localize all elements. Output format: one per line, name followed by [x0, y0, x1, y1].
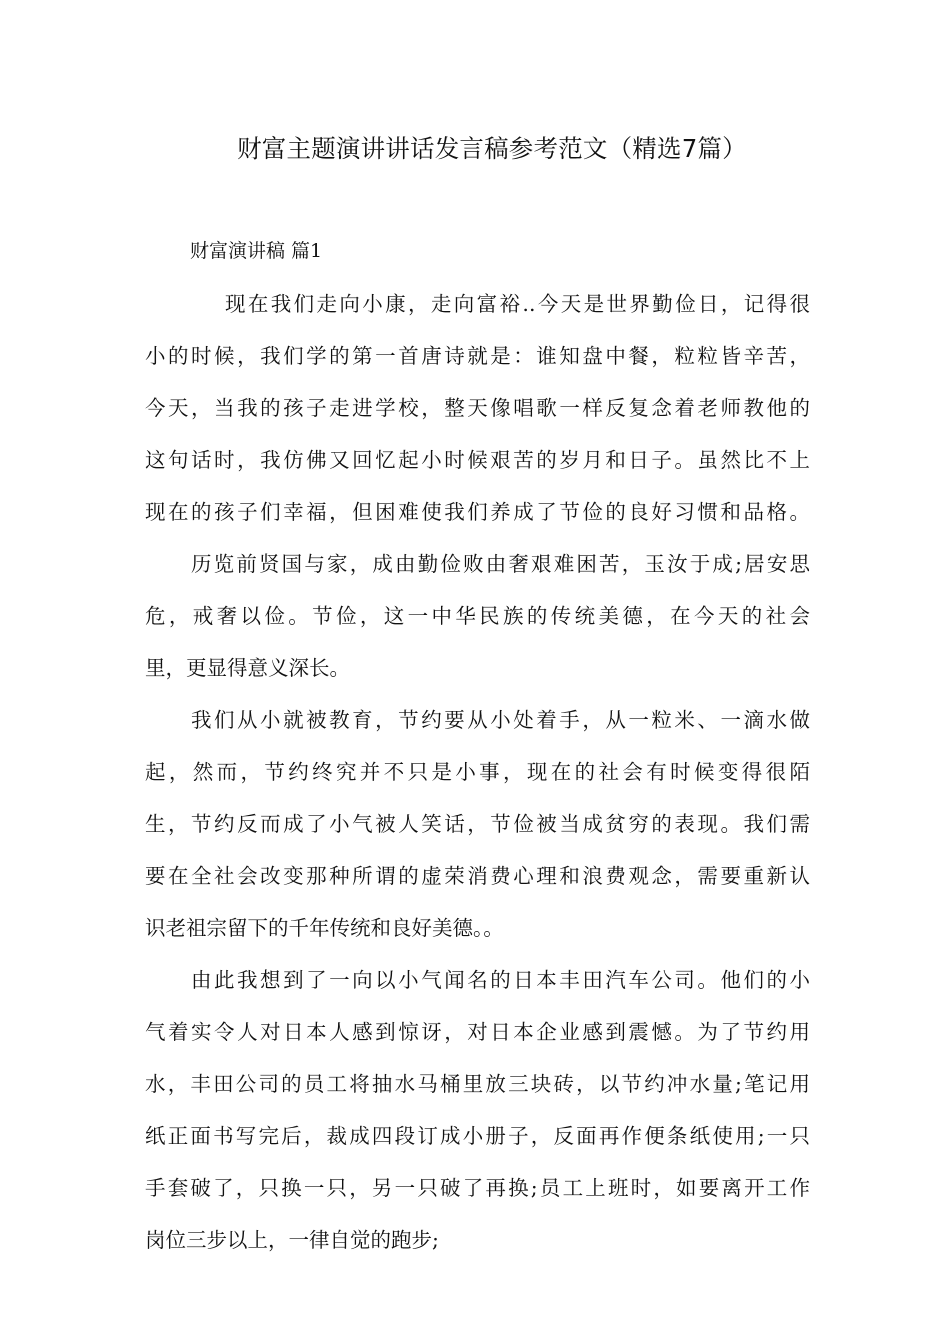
text-line: 里，更显得意义深长。: [145, 656, 350, 680]
text-line: 小的时候，我们学的第一首唐诗就是：谁知盘中餐，粒粒皆辛苦，: [145, 344, 810, 368]
text-line: 纸正面书写完后，裁成四段订成小册子，反面再作便条纸使用;一只: [145, 1124, 810, 1148]
text-line: 现在我们走向小康，走向富裕..今天是世界勤俭日，记得很: [225, 292, 810, 316]
document-body: [145, 283, 810, 1271]
text-line: 我们从小就被教育，节约要从小处着手，从一粒米、一滴水做: [191, 708, 810, 732]
text-line: 水，丰田公司的员工将抽水马桶里放三块砖，以节约冲水量;笔记用: [145, 1072, 810, 1096]
paragraph-1: [145, 283, 810, 543]
text-line: 生，节约反而成了小气被人笑话，节俭被当成贫穷的表现。我们需: [145, 812, 810, 836]
text-line: 今天，当我的孩子走进学校，整天像唱歌一样反复念着老师教他的: [145, 396, 810, 420]
paragraph-3: [145, 699, 810, 959]
paragraph-4: [145, 959, 810, 1271]
text-line: 要在全社会改变那种所谓的虚荣消费心理和浪费观念，需要重新认: [145, 864, 810, 888]
text-line: 这句话时，我仿佛又回忆起小时候艰苦的岁月和日子。虽然比不上: [145, 448, 810, 472]
text-line: 岗位三步以上，一律自觉的跑步;: [145, 1228, 439, 1252]
text-line: 识老祖宗留下的千年传统和良好美德。。: [145, 916, 504, 940]
text-line: 起，然而，节约终究并不只是小事，现在的社会有时候变得很陌: [145, 760, 810, 784]
text-line: 危，戒奢以俭。节俭，这一中华民族的传统美德，在今天的社会: [145, 604, 810, 628]
text-line: 气着实令人对日本人感到惊讶，对日本企业感到震憾。为了节约用: [145, 1020, 810, 1044]
text-line: 手套破了，只换一只，另一只破了再换;员工上班时，如要离开工作: [145, 1176, 810, 1200]
section-heading: 财富演讲稿 篇1: [190, 240, 323, 262]
document-title: 财富主题演讲讲话发言稿参考范文（精选7篇）: [237, 134, 747, 163]
paragraph-2: [145, 543, 810, 699]
text-line: 由此我想到了一向以小气闻名的日本丰田汽车公司。他们的小: [191, 968, 810, 992]
text-line: 历览前贤国与家，成由勤俭败由奢艰难困苦，玉汝于成;居安思: [191, 552, 810, 576]
text-line: 现在的孩子们幸福，但困难使我们养成了节俭的良好习惯和品格。: [145, 500, 810, 524]
